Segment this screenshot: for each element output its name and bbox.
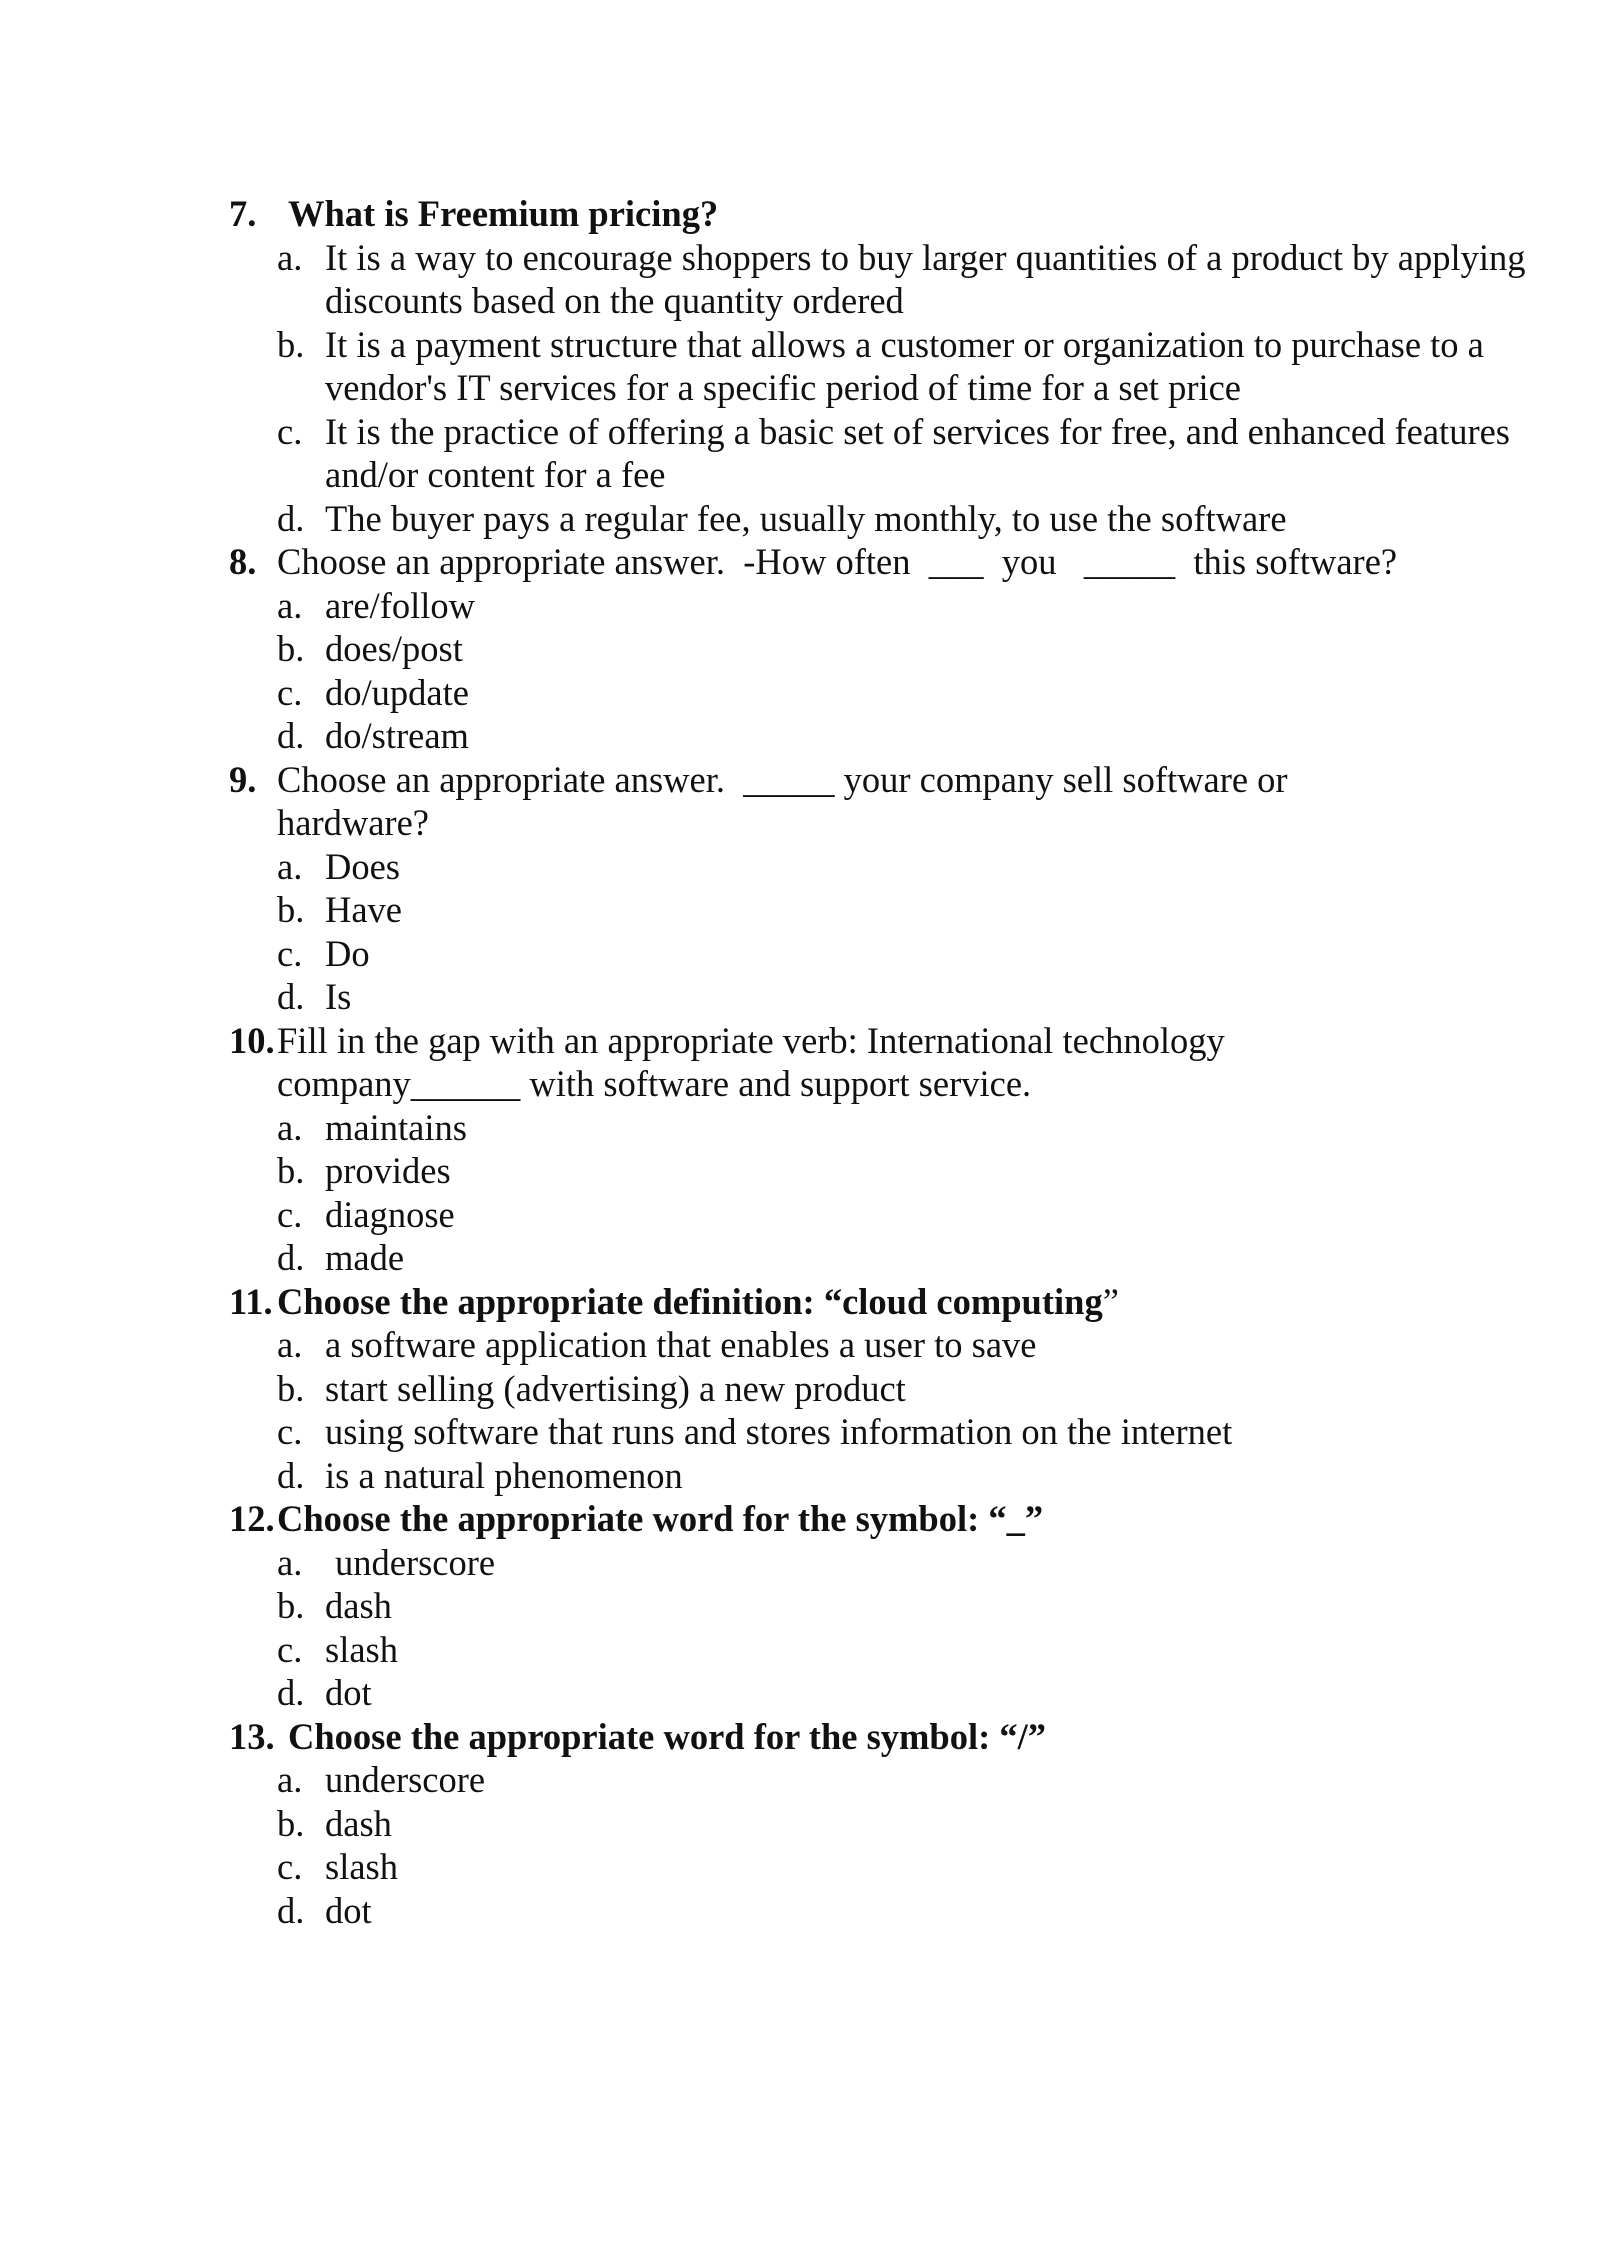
option-7d	[229, 497, 1529, 541]
option-letter: c.	[277, 1846, 303, 1887]
option-13c	[229, 1845, 1529, 1889]
option-13a	[229, 1758, 1529, 1802]
question-8	[229, 540, 1529, 584]
option-text: Does	[325, 845, 401, 887]
option-12c	[229, 1628, 1529, 1672]
option-text: maintains	[325, 1106, 467, 1148]
option-letter: b.	[277, 628, 305, 669]
question-text: Choose an appropriate answer. _____ your company sell software or hardware?	[277, 758, 1297, 843]
option-12a	[229, 1541, 1529, 1585]
option-7a	[229, 236, 1529, 323]
option-letter: d.	[277, 976, 305, 1017]
option-text: Is	[325, 976, 352, 1017]
option-9b	[229, 888, 1529, 932]
option-letter: b.	[277, 1802, 305, 1844]
option-text: It is a payment structure that allows a customer or organization to purchase to a vendor's IT services for a specific period of time for a set price	[325, 323, 1484, 408]
question-text	[277, 1280, 1529, 1324]
option-10d	[229, 1236, 1529, 1280]
option-11c	[229, 1410, 1529, 1454]
option-letter: b.	[277, 1150, 305, 1191]
question-number: 9.	[229, 758, 257, 800]
option-letter: c.	[277, 1628, 303, 1670]
question-number: 7.	[229, 193, 257, 234]
option-text: do/stream	[325, 715, 469, 756]
option-text: do/update	[325, 671, 469, 713]
option-text: underscore	[325, 1759, 486, 1800]
question-text-bold: Choose the appropriate definition: “cloud computing	[277, 1280, 1103, 1322]
option-letter: a.	[277, 1759, 303, 1800]
question-text-tail: ”	[1102, 1280, 1119, 1322]
option-text: does/post	[325, 628, 463, 669]
option-letter: c.	[277, 1193, 303, 1235]
option-7c	[229, 410, 1529, 497]
question-13	[229, 1715, 1529, 1759]
option-letter: d.	[277, 715, 305, 756]
option-text: dot	[325, 1889, 372, 1931]
quiz-content	[229, 192, 1529, 1932]
option-text: using software that runs and stores information on the internet	[325, 1411, 1233, 1452]
question-10	[229, 1019, 1317, 1106]
option-7b	[229, 323, 1529, 410]
option-letter: d.	[277, 1889, 305, 1931]
question-text: Choose the appropriate word for the symbol: “_”	[277, 1498, 1044, 1539]
question-11	[229, 1280, 1529, 1324]
option-letter: a.	[277, 1324, 303, 1365]
option-text: start selling (advertising) a new product	[325, 1367, 906, 1409]
question-12	[229, 1497, 1529, 1541]
question-text: Fill in the gap with an appropriate verb: International technology company______ with software and support service.	[277, 1019, 1225, 1104]
option-text: are/follow	[325, 584, 475, 626]
option-letter: b.	[277, 1367, 305, 1409]
question-text: What is Freemium pricing?	[288, 193, 719, 234]
option-10b	[229, 1149, 1529, 1193]
question-number: 11.	[229, 1280, 273, 1322]
option-letter: b.	[277, 1585, 305, 1626]
option-text: made	[325, 1237, 405, 1278]
option-text: dash	[325, 1585, 392, 1626]
question-text: Choose the appropriate word for the symbol: “/”	[288, 1715, 1047, 1757]
option-11d	[229, 1454, 1529, 1498]
option-12b	[229, 1584, 1529, 1628]
option-13b	[229, 1802, 1529, 1846]
option-text: slash	[325, 1846, 398, 1887]
question-number: 8.	[229, 541, 257, 582]
question-number: 10.	[229, 1019, 275, 1061]
option-9d	[229, 975, 1529, 1019]
option-text: diagnose	[325, 1193, 455, 1235]
option-text: a software application that enables a user to save	[325, 1324, 1037, 1365]
question-number: 12.	[229, 1498, 275, 1539]
option-text: dash	[325, 1802, 392, 1844]
option-letter: b.	[277, 889, 305, 930]
option-text: slash	[325, 1628, 398, 1670]
option-text: Have	[325, 889, 403, 930]
option-text: provides	[325, 1150, 451, 1191]
option-text: Do	[325, 932, 370, 974]
question-7	[229, 192, 1529, 236]
option-11b	[229, 1367, 1529, 1411]
option-letter: a.	[277, 584, 303, 626]
option-9c	[229, 932, 1529, 976]
option-text: The buyer pays a regular fee, usually monthly, to use the software	[325, 497, 1287, 539]
question-text: Choose an appropriate answer. -How often ___ you _____ this software?	[277, 541, 1398, 582]
option-letter: d.	[277, 1237, 305, 1278]
option-letter: b.	[277, 323, 305, 365]
option-letter: d.	[277, 1672, 305, 1713]
option-letter: a.	[277, 1541, 303, 1583]
option-11a	[229, 1323, 1529, 1367]
option-12d	[229, 1671, 1529, 1715]
question-9	[229, 758, 1377, 845]
option-text: underscore	[335, 1541, 496, 1583]
option-8b	[229, 627, 1529, 671]
option-letter: d.	[277, 1454, 305, 1496]
option-8d	[229, 714, 1529, 758]
option-letter: c.	[277, 1411, 303, 1452]
option-letter: d.	[277, 497, 305, 539]
option-letter: a.	[277, 236, 303, 278]
option-text: It is a way to encourage shoppers to buy larger quantities of a product by applying discounts based on the quantity ordered	[325, 236, 1526, 321]
option-letter: a.	[277, 1106, 303, 1148]
option-letter: c.	[277, 410, 303, 452]
option-10a	[229, 1106, 1529, 1150]
option-text: is a natural phenomenon	[325, 1454, 683, 1496]
option-8a	[229, 584, 1529, 628]
option-letter: a.	[277, 845, 303, 887]
option-letter: c.	[277, 671, 303, 713]
option-text: dot	[325, 1672, 372, 1713]
option-9a	[229, 845, 1529, 889]
option-text: It is the practice of offering a basic set of services for free, and enhanced features and/or content for a fee	[325, 410, 1511, 495]
question-number: 13.	[229, 1715, 275, 1757]
option-13d	[229, 1889, 1529, 1933]
option-8c	[229, 671, 1529, 715]
option-10c	[229, 1193, 1529, 1237]
option-letter: c.	[277, 932, 303, 974]
